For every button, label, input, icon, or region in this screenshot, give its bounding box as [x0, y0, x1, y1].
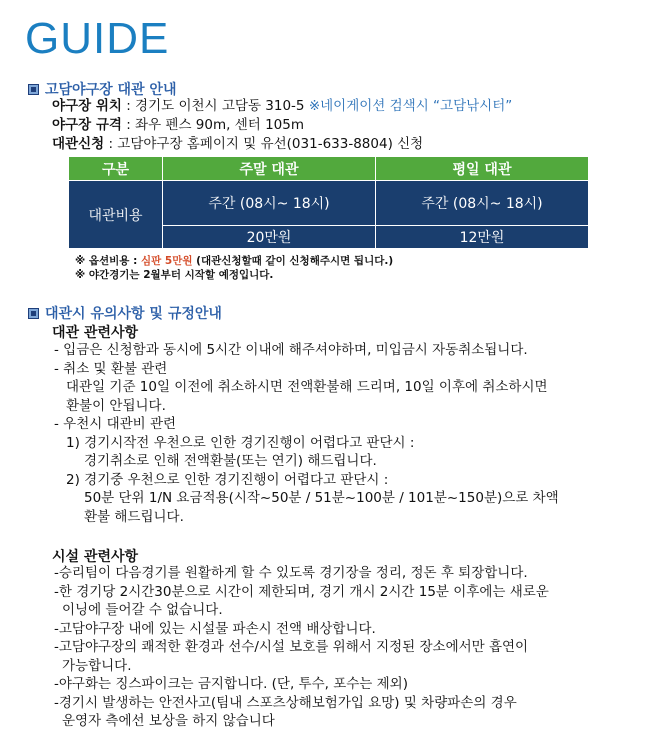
- rental-line: 대관일 기준 10일 이전에 취소하시면 전액환불해 드리며, 10일 이후에 취소하시면: [66, 379, 548, 395]
- rental-line: 환불 해드립니다.: [84, 509, 184, 525]
- facility-line: -한 경기당 2시간30분으로 시간이 제한되며, 경기 개시 2시간 15분 이후에는 새로운: [54, 584, 549, 600]
- location-value: : 경기도 이천시 고담동 310-5: [121, 98, 309, 114]
- apply-value: : 고담야구장 홈페이지 및 유선(031-633-8804) 신청: [104, 136, 424, 152]
- facility-line: -경기시 발생하는 안전사고(팀내 스포츠상해보험가입 요망) 및 차량파손의 경우: [54, 695, 517, 711]
- location-row: [52, 97, 512, 116]
- size-row: [52, 116, 304, 135]
- size-value: : 좌우 펜스 90m, 센터 105m: [121, 117, 304, 133]
- night-game-note: [75, 268, 273, 282]
- fee-table-row-label: 대관비용: [69, 181, 163, 249]
- facility-line: 운영자 측에선 보상을 하지 않습니다: [62, 713, 275, 729]
- rental-line: 50분 단위 1/N 요금적용(시작~50분 / 51분~100분 / 101분~150분)으로 차액: [84, 490, 559, 506]
- rental-line: - 취소 및 환불 관련: [54, 361, 168, 377]
- fee-table: [68, 156, 589, 249]
- size-label: 야구장 규격: [52, 117, 122, 133]
- facility-subheading: 시설 관련사항: [52, 549, 139, 565]
- square-bullet-icon: [28, 308, 39, 319]
- square-bullet-icon: [28, 84, 39, 95]
- fee-table-weekend-time: 주간 (08시~ 18시): [163, 181, 376, 226]
- apply-row: [52, 135, 423, 154]
- facility-line: -고담야구장의 쾌적한 환경과 선수/시설 보호를 위해서 지정된 장소에서만 흡연이: [54, 639, 529, 655]
- location-navi-hint: ※네이게이션 검색시 “고담낚시터”: [308, 98, 513, 114]
- fee-table-header-category: 구분: [69, 157, 163, 181]
- facility-line: -야구화는 징스파이크는 금지합니다. (단, 투수, 포수는 제외): [54, 676, 408, 692]
- section-heading-label: 대관시 유의사항 및 규정안내: [45, 306, 222, 322]
- rental-line: - 입금은 신청함과 동시에 5시간 이내에 해주셔야하며, 미입금시 자동취소됩니다.: [54, 342, 528, 358]
- option-cost-note: [75, 254, 393, 268]
- option-cost-prefix: ※ 옵션비용 :: [75, 255, 141, 267]
- page-title: GUIDE: [25, 14, 170, 63]
- fee-table-header-weekend: 주말 대관: [163, 157, 376, 181]
- rental-line: 2) 경기중 우천으로 인한 경기진행이 어렵다고 판단시 :: [66, 472, 389, 488]
- section-heading-label: 고담야구장 대관 안내: [45, 82, 177, 98]
- section-heading-rules: [28, 304, 222, 322]
- facility-line: 이닝에 들어갈 수 없습니다.: [62, 602, 223, 618]
- apply-label: 대관신청: [52, 136, 105, 152]
- rental-subheading: 대관 관련사항: [52, 325, 139, 341]
- option-cost-highlight: 심판 5만원: [140, 255, 193, 267]
- night-game-note-text: ※ 야간경기는 2월부터 시작할 예정입니다.: [75, 269, 274, 281]
- facility-line: -고담야구장 내에 있는 시설물 파손시 전액 배상합니다.: [54, 621, 376, 637]
- facility-line: 가능합니다.: [62, 658, 132, 674]
- rental-line: - 우천시 대관비 관련: [54, 416, 177, 432]
- fee-table-weekday-time: 주간 (08시~ 18시): [376, 181, 589, 226]
- location-label: 야구장 위치: [52, 98, 122, 114]
- fee-table-weekend-price: 20만원: [163, 226, 376, 249]
- section-heading-rental-info: [28, 80, 176, 98]
- option-cost-suffix: (대관신청할때 같이 신청해주시면 됩니다.): [192, 255, 394, 267]
- rental-line: 1) 경기시작전 우천으로 인한 경기진행이 어렵다고 판단시 :: [66, 435, 415, 451]
- fee-table-header-weekday: 평일 대관: [376, 157, 589, 181]
- fee-table-weekday-price: 12만원: [376, 226, 589, 249]
- facility-line: -승리팀이 다음경기를 원활하게 할 수 있도록 경기장을 정리, 정돈 후 퇴장합니다.: [54, 565, 528, 581]
- rental-line: 환불이 안됩니다.: [66, 398, 166, 414]
- rental-line: 경기취소로 인해 전액환불(또는 연기) 해드립니다.: [84, 453, 377, 469]
